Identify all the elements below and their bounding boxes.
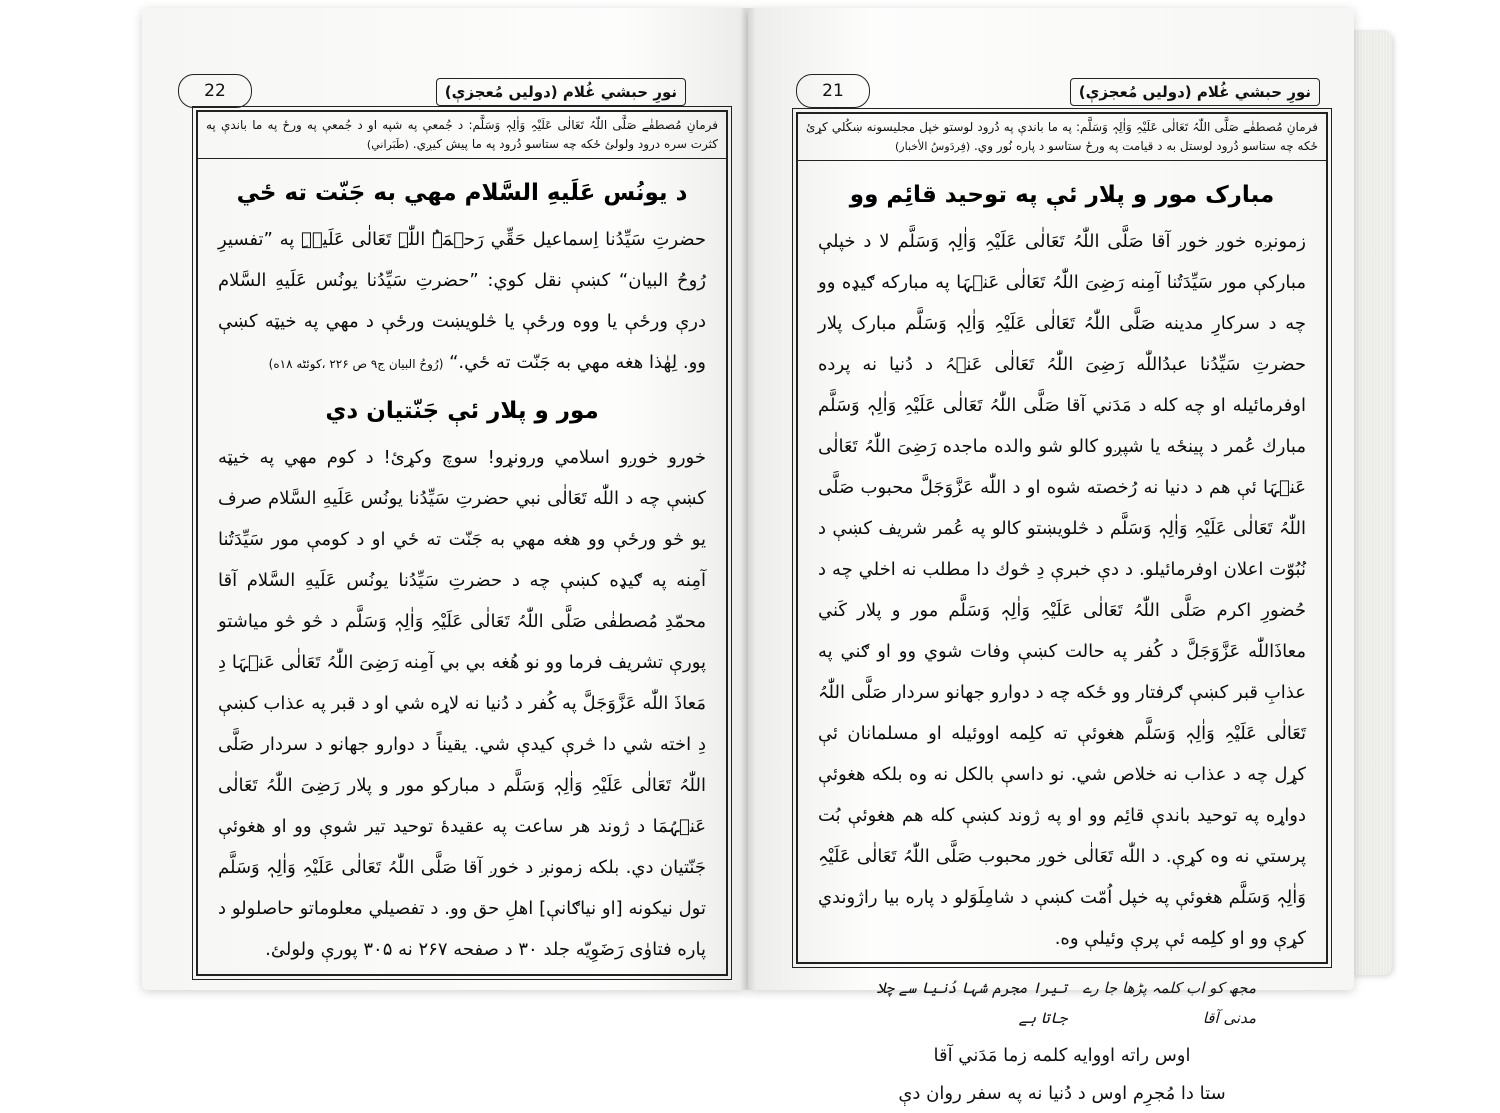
right-text-frame xyxy=(796,112,1328,1104)
pashto-verse-line-2: ستا دا مُجرِم اوس د دُنيا نه په سفر روان دې xyxy=(898,1083,1226,1104)
left-running-title: نورِ حبشي غُلام (دوليں مُعجزې) xyxy=(436,78,686,106)
pashto-verse-line-1: اوس راته اووايه کلمه زما مَدَني آقا xyxy=(933,1045,1191,1066)
left-paragraph-1-text: حضرتِ سَيِّدُنا اِسماعيل حَقِّي رَحۡمَۃُ اللّٰہِ تَعَالٰی عَلَیۡہِ په ”تفسيرِ رُوحُ البيان“ کښې نقل کوي: ”حضرتِ سَيِّدُنا يونُس عَلَيهِ السَّلام درې ورځې يا ووه ورځې يا څلويښت ورځې د مهي په خيټه کښې وو. لِهٰذا هغه مهي به جَنّت ته ځي.“ xyxy=(218,229,706,373)
left-heading-1: د يونُس عَلَيهِ السَّلام مهي به جَنّت ته ځي xyxy=(236,180,688,206)
right-heading-1: مبارک مور و پلار ئې په توحيد قائِم وو xyxy=(849,182,1275,208)
urdu-couplet-first-hemistich: مجھ کو اب کلمہ پڑھا جا رے مدنی آقا xyxy=(1082,979,1256,1027)
right-page-header xyxy=(748,74,1354,110)
right-hadith-ref: (فِردَوسُ الأخبار) xyxy=(894,140,971,153)
right-page-number: 21 xyxy=(796,74,870,108)
right-page xyxy=(748,8,1354,1104)
book-gutter xyxy=(740,8,756,990)
left-hadith-box xyxy=(198,112,726,159)
left-text-frame xyxy=(196,110,728,976)
left-hadith-ref: (طَبَراني) xyxy=(366,138,409,151)
left-heading-2: مور و پلار ئې جَنّتيان دي xyxy=(325,398,599,424)
page-edges xyxy=(1352,30,1392,975)
left-paragraph-2: خورو خوږو اسلامي ورونړو! سوچ وکړئ! د کوم مهي په خيټه کښې چه د اللّٰه تَعَالٰی نبي حضرتِ سَيِّدُنا يونُس عَلَيهِ السَّلام صرف يو څو ورځې وو هغه مهي به جَنّت ته ځي او د کومې مور سَيِّدَتُنا آمِنه په ګيډه کښې چه د حضرتِ سَيِّدُنا يونُس عَلَيهِ السَّلام آقا محمّدِ مُصطفٰی صَلَّی اللّٰہُ تَعَالٰی عَلَیْہِ وَاٰلِہٖ وَسَلَّم د څو څو مياشتو پورې تشريف فرما وو نو هُغه بي بي آمِنه رَضِیَ اللّٰہُ تَعَالٰی عَنۡہَا دِ مَعاذَ اللّٰه عَزَّوَجَلَّ په کُفر د دُنيا نه لاړه شي او د قبر په عذاب کښې دِ اخته شي دا څرې کيدې شي. يقيناً د دوارو جهانو د سردار صَلَّی اللّٰہُ تَعَالٰی عَلَیْہِ وَاٰلِہٖ وَسَلَّم د مبارکو مور و پلار رَضِیَ اللّٰہُ تَعَالٰی عَنۡہُمَا د ژوند هر ساعت په عقيدهٔ توحيد تير شوې وو او هغوئې جَنّتيان دي. بلکه زمونږ د خوږ آقا صَلَّی اللّٰہُ تَعَالٰی عَلَیْہِ وَاٰلِہٖ وَسَلَّم تول نيکونه [او نياګانې] اهلِ حق وو. د تفصيلي معلوماتو حاصلولو د پاره فتاوٰی رَضَوِيّه جلد ۳۰ د صفحه ۲۶۷ نه ۳۰۵ پورې ولولئ. xyxy=(218,447,706,960)
left-body xyxy=(198,159,726,970)
right-hadith-text: فرمانِ مُصطفٰے صَلَّی اللّٰہُ تَعَالٰی عَلَیْہِ وَاٰلِہٖ وَسَلَّم: په ما باندې په دُرود لوستو خپل مجليسونه ښکُلي کړئ ځکه چه ستاسو دُرود لوستل به د قيامت په ورځ ستاسو د پاره نُور وي. xyxy=(806,120,1318,153)
left-citation-1: (رُوحُ البيان ج۹ ص ۲۲۶ ،کوئٹه ۱۸ه) xyxy=(268,357,444,371)
right-running-title: نورِ حبشي غُلام (دوليں مُعجزې) xyxy=(1070,78,1320,106)
left-page xyxy=(142,8,746,990)
left-hadith-text: فرمانِ مُصطفٰے صَلَّی اللّٰہُ تَعَالٰی عَلَیْہِ وَاٰلِہٖ وَسَلَّم: د جُمعې په شپه او د جُمعې په ورځ په ما باندې په کثرت سره درود ولولئ ځکه چه ستاسو دُرود په ما پيش کيږي. xyxy=(206,118,718,151)
right-hadith-box xyxy=(798,114,1326,161)
left-page-header xyxy=(142,74,746,110)
right-body xyxy=(798,161,1326,1113)
right-paragraph-1: زمونږه خوږ خوږ آقا صَلَّی اللّٰہُ تَعَالٰی عَلَیْہِ وَاٰلِہٖ وَسَلَّم لا د خپلې مبارکې مور سَيِّدَتُنا آمِنه رَضِیَ اللّٰہُ تَعَالٰی عَنۡہَا په مبارکه ګيډه وو چه د سرکارِ مدينه صَلَّی اللّٰہُ تَعَالٰی عَلَیْہِ وَاٰلِہٖ وَسَلَّم مبارک پلار حضرتِ سَيِّدُنا عبدُاللّٰه رَضِیَ اللّٰہُ تَعَالٰی عَنۡہُ د دُنيا نه پرده اوفرمائيله او چه کله د مَدَني آقا صَلَّی اللّٰہُ تَعَالٰی عَلَیْہِ وَاٰلِہٖ وَسَلَّم مبارك عُمر د پينځه يا شپږو کالو شو والده ماجده رَضِیَ اللّٰہُ تَعَالٰی عَنۡہَا ئې هم د دنيا نه رُخصته شوه او د اللّٰه عَزَّوَجَلَّ محبوب صَلَّی اللّٰہُ تَعَالٰی عَلَیْہِ وَاٰلِہٖ وَسَلَّم د څلويښتو کالو په عُمر شريف کښې د نُبُوّت اعلان اوفرمائيلو. د دې خبرې دِ څوك دا مطلب نه اخلي چه د حُضورِ اکرم صَلَّی اللّٰہُ تَعَالٰی عَلَیْہِ وَاٰلِہٖ وَسَلَّم مور و پلار کَني معاذَاللّٰه عَزَّوَجَلَّ د کُفر په حالت کښې وفات شوي وو او ګني په عذابِ قبر کښې ګرفتار وو ځکه چه د دوارو جهانو سردار صَلَّی اللّٰہُ تَعَالٰی عَلَیْہِ وَاٰلِہٖ وَسَلَّم هغوئې ته کلِمه اووئيله او مسلمانان ئې کړل چه د عذاب نه خلاص شي. نو داسې بالکل نه وه بلکه هغوئې دواړه په توحيد باندې قائِم وو او په ژوند کښې کله هم هغوئې بُت پرستي نه وه کړې. د اللّٰه تَعَالٰی خوږ محبوب صَلَّی اللّٰہُ تَعَالٰی عَلَیْہِ وَاٰلِہٖ وَسَلَّم هغوئې په خپل اُمّت کښې د شامِلَوَلو د پاره بيا راژوندي کړې وو او کلِمه ئې پرې وئيلې وه. xyxy=(818,231,1306,949)
left-page-number: 22 xyxy=(178,74,252,108)
urdu-couplet xyxy=(818,959,1306,1037)
urdu-couplet-second-hemistich: تیرا مجرم شہا دُنیا سے چلا جاتا ہے xyxy=(876,979,1068,1027)
left-paragraph-1 xyxy=(218,219,706,385)
